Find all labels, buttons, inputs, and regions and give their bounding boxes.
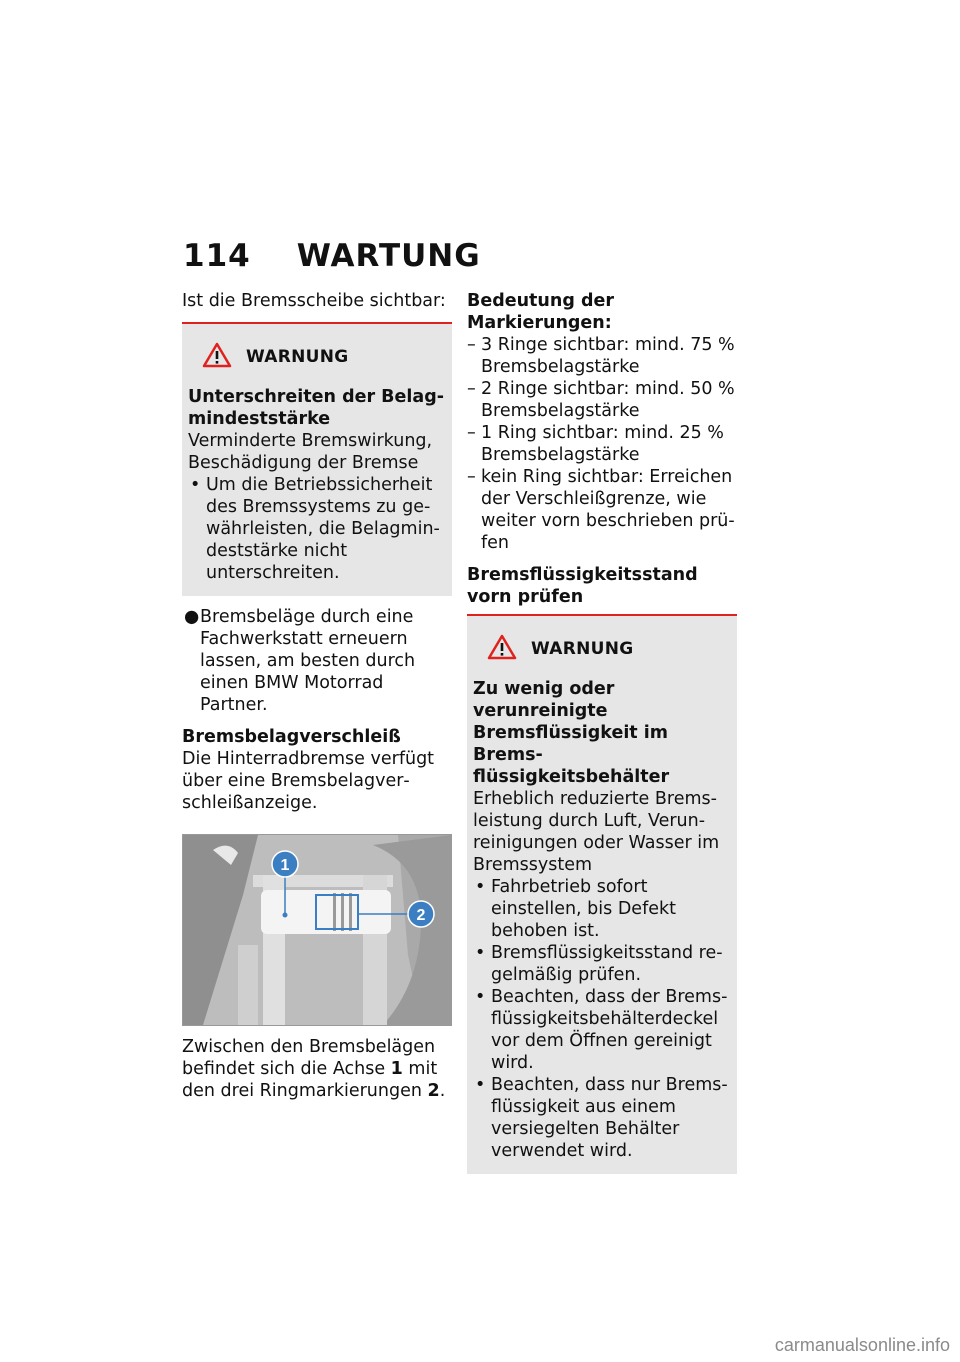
wear-text: Die Hinterradbremse verfügt über eine Bremsbelagverschleißanzeige. (182, 749, 435, 813)
photo-caption (182, 1036, 452, 1102)
caption-text-a: Zwischen den Bremsbelägen befindet sich die Achse (182, 1037, 436, 1079)
fluid-heading: Bremsflüssigkeitsstand vorn prüfen (467, 565, 698, 607)
warning-heading: Zu wenig oder verunreinigte Bremsflüssigkeit im Bremsflüssigkeitsbehälter (473, 679, 670, 787)
caption-text-c: . (439, 1081, 446, 1101)
warning-label: WARNUNG (246, 347, 349, 367)
markings-list (467, 334, 737, 554)
warning-label: WARNUNG (531, 639, 634, 659)
warning-header (202, 342, 445, 372)
warning-consequence: Erheblich reduzierte Bremsleistung durch Luft, Verunreinigungen oder Wasser im Bremssystem (473, 789, 720, 875)
action-step (182, 606, 452, 716)
page-number: 114 (183, 238, 251, 274)
section-title: WARTUNG (296, 238, 481, 274)
caption-text-b: mit den drei Ringmarkierungen (182, 1059, 438, 1101)
action-bullet-icon: ● (184, 607, 200, 627)
warning-box-brake-fluid (467, 614, 737, 1174)
warning-heading: Unterschreiten der Belagmindeststärke (188, 387, 444, 429)
warning-triangle-icon (202, 342, 232, 372)
brake-axle-photo (182, 834, 452, 1026)
warning-bullet: • Fahrbetrieb sofort einstellen, bis Defekt behoben ist. (473, 876, 730, 942)
warning-bullet: • Um die Betriebssicherheit des Bremssystems zu gewährleisten, die Belagmindeststärke nicht unterschreiten. (188, 474, 445, 584)
marking-item: – 3 Ringe sichtbar: mind. 75 % Bremsbelagstärke (467, 334, 737, 378)
warning-box-brake-pads (182, 322, 452, 596)
marking-item: – 1 Ring sichtbar: mind. 25 % Bremsbelagstärke (467, 422, 737, 466)
marking-item: – 2 Ringe sichtbar: mind. 50 % Bremsbelagstärke (467, 378, 737, 422)
warning-header (487, 634, 730, 664)
left-column (182, 290, 452, 1102)
action-text: Bremsbeläge durch eine Fachwerkstatt erneuern lassen, am besten durch einen BMW Motorrad Partner. (200, 607, 416, 715)
markings-heading: Bedeutung der Markierungen: (467, 291, 614, 333)
warning-bullet: • Beachten, dass nur Bremsflüssigkeit aus einem versiegelten Behälter verwendet wird. (473, 1074, 730, 1162)
right-column (467, 290, 737, 1184)
callout-label-1: 1 (280, 857, 290, 874)
warning-bullets (188, 474, 445, 584)
warning-consequence: Verminderte Bremswirkung, Beschädigung der Bremse (188, 431, 433, 473)
warning-triangle-icon (487, 634, 517, 664)
watermark: carmanualsonline.info (774, 1335, 950, 1355)
marking-item: – kein Ring sichtbar: Erreichen der Verschleißgrenze, wie weiter vorn beschrieben prüfen (467, 466, 737, 554)
caption-ref-2: 2 (427, 1081, 440, 1101)
warning-bullet: • Bremsflüssigkeitsstand regelmäßig prüfen. (473, 942, 730, 986)
warning-bullet: • Beachten, dass der Bremsflüssigkeitsbehälterdeckel vor dem Öffnen gereinigt wird. (473, 986, 730, 1074)
intro-text: Ist die Bremsscheibe sichtbar: (182, 291, 446, 311)
wear-heading: Bremsbelagverschleiß (182, 727, 401, 747)
page-header (183, 238, 481, 274)
caption-ref-1: 1 (390, 1059, 403, 1079)
warning-bullets (473, 876, 730, 1162)
callout-label-2: 2 (416, 907, 426, 924)
